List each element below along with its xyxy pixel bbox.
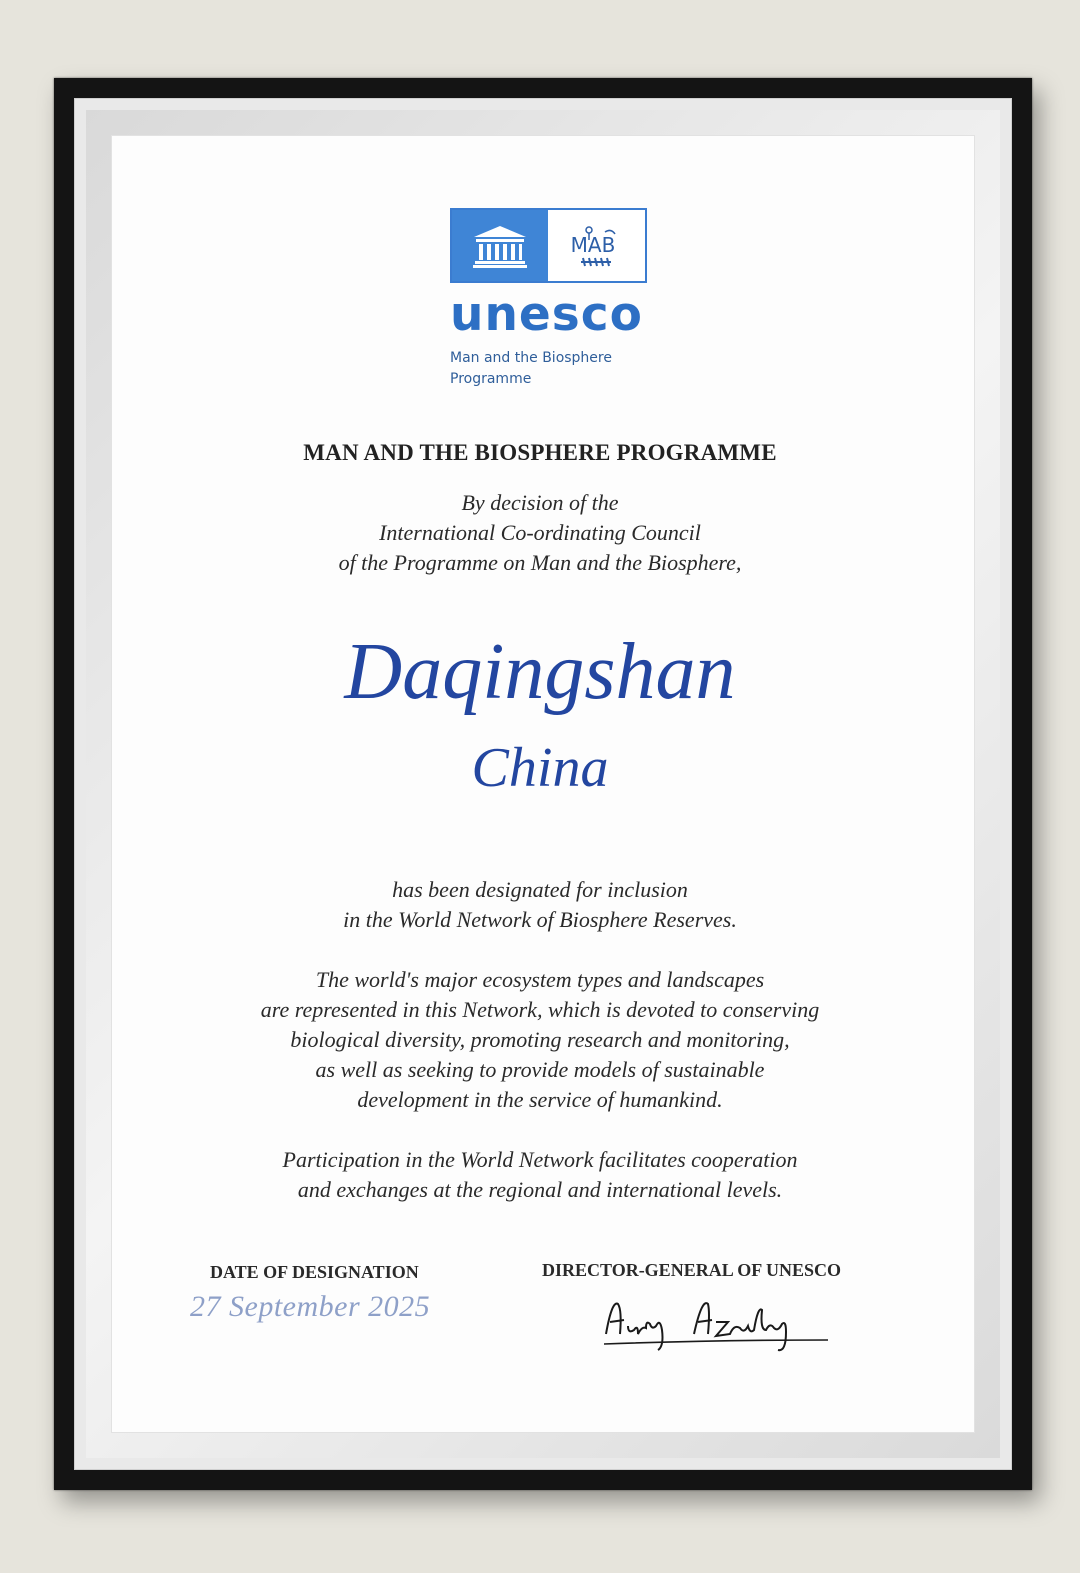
director-general-label: DIRECTOR-GENERAL OF UNESCO	[542, 1260, 842, 1280]
network-line: are represented in this Network, which is devoted to conserving	[260, 997, 820, 1022]
designation-line: in the World Network of Biosphere Reserves.	[343, 907, 737, 932]
network-paragraph	[0, 965, 1080, 1115]
mab-emblem	[548, 210, 645, 281]
logo-subtitle-line: Programme	[450, 371, 532, 387]
decision-line: By decision of the	[461, 490, 619, 515]
date-of-designation-label: DATE OF DESIGNATION	[210, 1262, 419, 1282]
network-line: development in the service of humankind.	[357, 1087, 723, 1112]
designation-paragraph	[0, 875, 1080, 935]
network-line: as well as seeking to provide models of sustainable	[315, 1057, 765, 1082]
network-line: biological diversity, promoting research and monitoring,	[290, 1027, 790, 1052]
decision-line: International Co-ordinating Council	[379, 520, 701, 545]
logo-emblem	[450, 208, 647, 283]
participation-line: and exchanges at the regional and international levels.	[297, 1177, 783, 1202]
logo-subtitle-line: Man and the Biosphere	[450, 350, 612, 366]
date-of-designation-value: 27 September 2025	[190, 1290, 431, 1323]
site-name: Daqingshan	[344, 628, 736, 716]
director-signature	[598, 1290, 838, 1360]
network-line: The world's major ecosystem types and landscapes	[315, 967, 765, 992]
site-country: China	[471, 737, 609, 799]
logo-subtitle	[450, 348, 647, 390]
decision-paragraph	[0, 488, 1080, 578]
designation-line: has been designated for inclusion	[392, 877, 688, 902]
participation-paragraph	[0, 1145, 1080, 1205]
unesco-mab-logo	[450, 208, 647, 390]
mab-mark: MAB	[570, 232, 615, 257]
certificate-heading: MAN AND THE BIOSPHERE PROGRAMME	[303, 440, 777, 465]
participation-line: Participation in the World Network facilitates cooperation	[282, 1147, 798, 1172]
decision-line: of the Programme on Man and the Biosphere,	[338, 550, 742, 575]
unesco-temple-icon	[452, 210, 548, 281]
unesco-wordmark: unesco	[450, 287, 643, 342]
